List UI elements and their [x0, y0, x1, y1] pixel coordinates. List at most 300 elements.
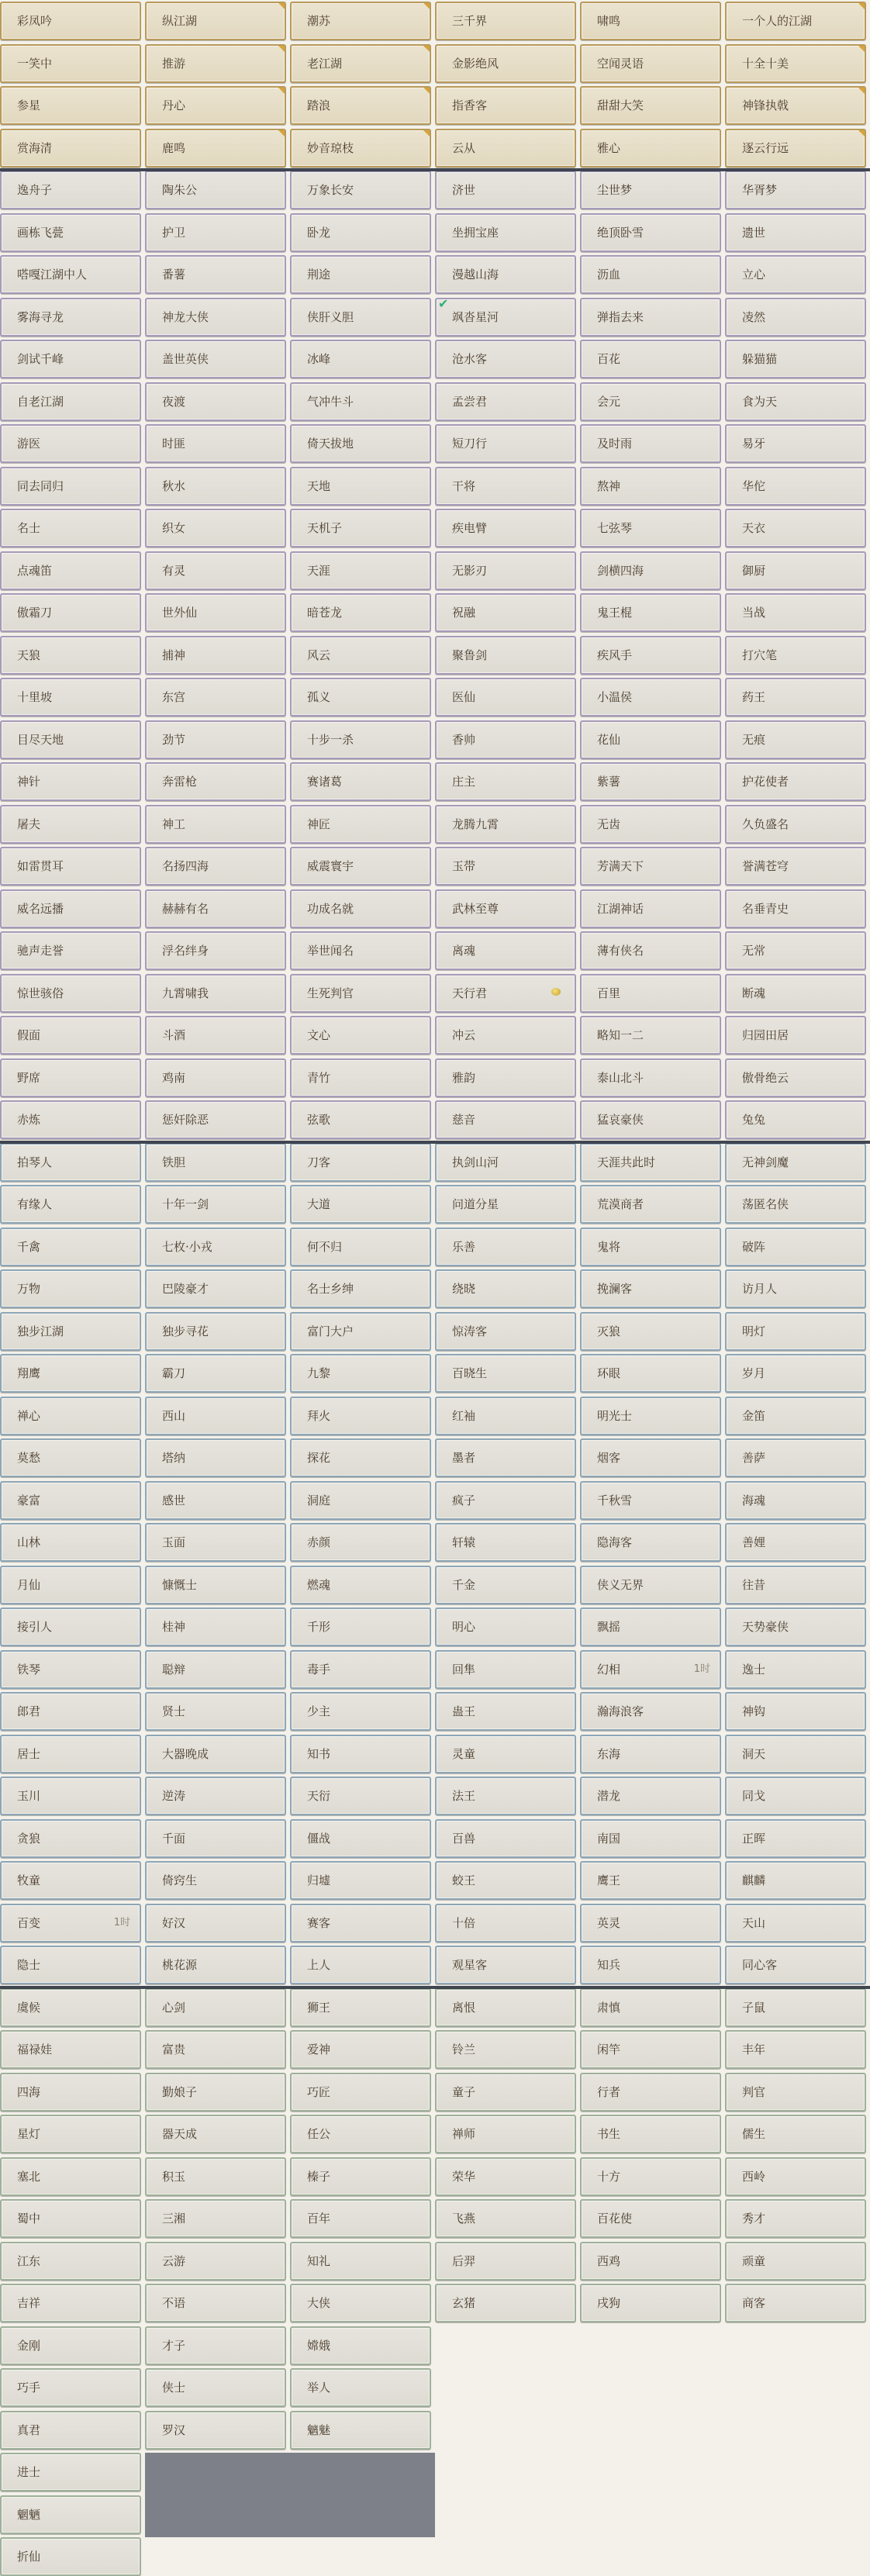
title-cell[interactable]	[435, 1566, 576, 1604]
title-cell[interactable]	[725, 720, 866, 759]
title-cell[interactable]	[435, 1397, 576, 1435]
title-cell[interactable]	[290, 1861, 431, 1900]
title-cell[interactable]	[435, 678, 576, 717]
title-cell[interactable]	[725, 1100, 866, 1139]
title-cell[interactable]	[435, 720, 576, 759]
title-cell[interactable]	[0, 1988, 141, 2027]
title-cell[interactable]	[725, 847, 866, 886]
title-cell[interactable]	[580, 762, 721, 801]
title-cell[interactable]	[0, 424, 141, 463]
title-cell[interactable]	[145, 678, 286, 717]
title-cell[interactable]	[290, 1016, 431, 1055]
title-cell[interactable]	[435, 1988, 576, 2027]
title-cell[interactable]	[435, 298, 576, 337]
title-cell[interactable]	[0, 2199, 141, 2238]
title-cell[interactable]	[580, 889, 721, 928]
title-cell[interactable]	[435, 2, 576, 40]
title-cell[interactable]	[435, 340, 576, 378]
title-cell[interactable]	[435, 2157, 576, 2196]
title-cell[interactable]	[435, 382, 576, 421]
title-cell[interactable]	[0, 2368, 141, 2407]
title-cell[interactable]	[290, 1058, 431, 1097]
title-cell[interactable]	[145, 467, 286, 506]
title-cell[interactable]	[580, 1269, 721, 1308]
title-cell[interactable]	[580, 720, 721, 759]
title-cell[interactable]	[725, 1354, 866, 1393]
title-cell[interactable]	[725, 1185, 866, 1224]
title-cell[interactable]	[725, 129, 866, 167]
title-cell[interactable]	[0, 678, 141, 717]
title-cell[interactable]	[580, 2199, 721, 2238]
title-cell[interactable]	[435, 1777, 576, 1815]
title-cell[interactable]	[580, 1692, 721, 1731]
title-cell[interactable]	[435, 1735, 576, 1773]
title-cell[interactable]	[145, 129, 286, 167]
title-cell[interactable]	[145, 1312, 286, 1351]
title-cell[interactable]	[145, 1946, 286, 1984]
title-cell[interactable]	[580, 171, 721, 209]
title-cell[interactable]	[725, 171, 866, 209]
title-cell[interactable]	[435, 1904, 576, 1942]
title-cell[interactable]	[290, 1438, 431, 1477]
title-cell[interactable]	[290, 2030, 431, 2069]
title-cell[interactable]	[725, 889, 866, 928]
title-cell[interactable]	[0, 720, 141, 759]
title-cell[interactable]	[290, 2368, 431, 2407]
title-cell[interactable]	[145, 762, 286, 801]
title-cell[interactable]	[725, 2030, 866, 2069]
title-cell[interactable]	[725, 2115, 866, 2153]
title-cell[interactable]	[290, 805, 431, 844]
title-cell[interactable]	[145, 298, 286, 337]
title-cell[interactable]	[0, 1143, 141, 1182]
title-cell[interactable]	[725, 340, 866, 378]
title-cell[interactable]	[580, 1566, 721, 1604]
title-cell[interactable]	[580, 636, 721, 675]
title-cell[interactable]	[145, 1904, 286, 1942]
title-cell[interactable]	[290, 2199, 431, 2238]
title-cell[interactable]	[580, 86, 721, 125]
title-cell[interactable]	[290, 2157, 431, 2196]
title-cell[interactable]	[435, 1354, 576, 1393]
title-cell[interactable]	[0, 129, 141, 167]
title-cell[interactable]	[580, 974, 721, 1013]
title-cell[interactable]	[0, 1607, 141, 1646]
title-cell[interactable]	[725, 974, 866, 1013]
title-cell[interactable]	[0, 2495, 141, 2534]
title-cell[interactable]	[290, 593, 431, 632]
title-cell[interactable]	[290, 2073, 431, 2112]
title-cell[interactable]	[290, 340, 431, 378]
title-cell[interactable]	[0, 974, 141, 1013]
title-cell[interactable]	[580, 805, 721, 844]
title-cell[interactable]	[580, 1607, 721, 1646]
title-cell[interactable]	[290, 1397, 431, 1435]
title-cell[interactable]	[290, 298, 431, 337]
title-cell[interactable]	[145, 2284, 286, 2322]
title-cell[interactable]	[145, 1143, 286, 1182]
title-cell[interactable]	[725, 1607, 866, 1646]
title-cell[interactable]	[725, 44, 866, 83]
title-cell[interactable]	[435, 1523, 576, 1562]
title-cell[interactable]	[290, 1692, 431, 1731]
title-cell[interactable]	[725, 509, 866, 547]
title-cell[interactable]	[0, 1185, 141, 1224]
title-cell[interactable]	[725, 1988, 866, 2027]
title-cell[interactable]	[0, 2157, 141, 2196]
title-cell[interactable]	[580, 1058, 721, 1097]
title-cell[interactable]	[435, 1185, 576, 1224]
title-cell[interactable]	[290, 467, 431, 506]
title-cell[interactable]	[435, 129, 576, 167]
title-cell[interactable]	[290, 2326, 431, 2365]
title-cell[interactable]	[580, 1946, 721, 1984]
title-cell[interactable]	[725, 298, 866, 337]
title-cell[interactable]	[435, 1100, 576, 1139]
title-cell[interactable]	[0, 298, 141, 337]
title-cell[interactable]	[725, 467, 866, 506]
title-cell[interactable]	[290, 762, 431, 801]
title-cell[interactable]	[435, 593, 576, 632]
title-cell[interactable]	[580, 1819, 721, 1858]
title-cell[interactable]	[145, 2073, 286, 2112]
title-cell[interactable]	[290, 847, 431, 886]
title-cell[interactable]	[0, 2, 141, 40]
title-cell[interactable]	[290, 931, 431, 970]
title-cell[interactable]	[0, 44, 141, 83]
title-cell[interactable]	[0, 1777, 141, 1815]
title-cell[interactable]	[725, 1777, 866, 1815]
title-cell[interactable]	[725, 593, 866, 632]
title-cell[interactable]	[435, 255, 576, 294]
title-cell[interactable]	[725, 424, 866, 463]
title-cell[interactable]	[580, 2030, 721, 2069]
title-cell[interactable]	[725, 2242, 866, 2281]
title-cell[interactable]	[290, 1312, 431, 1351]
title-cell[interactable]	[435, 2115, 576, 2153]
title-cell[interactable]	[580, 509, 721, 547]
title-cell[interactable]	[725, 2157, 866, 2196]
title-cell[interactable]	[0, 1312, 141, 1351]
title-cell[interactable]	[435, 1016, 576, 1055]
title-cell[interactable]	[435, 2284, 576, 2322]
title-cell[interactable]	[580, 2115, 721, 2153]
title-cell[interactable]	[0, 1735, 141, 1773]
title-cell[interactable]	[145, 974, 286, 1013]
title-cell[interactable]	[580, 1312, 721, 1351]
title-cell[interactable]	[725, 1481, 866, 1520]
title-cell[interactable]	[580, 1016, 721, 1055]
title-cell[interactable]	[290, 2115, 431, 2153]
title-cell[interactable]	[0, 762, 141, 801]
title-cell[interactable]	[725, 931, 866, 970]
title-cell[interactable]	[145, 2242, 286, 2281]
title-cell[interactable]	[435, 551, 576, 590]
title-cell[interactable]	[435, 1228, 576, 1266]
title-cell[interactable]	[725, 1904, 866, 1942]
title-cell[interactable]	[580, 2, 721, 40]
title-cell[interactable]	[145, 1692, 286, 1731]
title-cell[interactable]	[290, 1988, 431, 2027]
title-cell[interactable]	[290, 171, 431, 209]
title-cell[interactable]	[0, 2030, 141, 2069]
title-cell[interactable]	[0, 1692, 141, 1731]
title-cell[interactable]	[725, 678, 866, 717]
title-cell[interactable]	[580, 1228, 721, 1266]
title-cell[interactable]	[0, 1269, 141, 1308]
title-cell[interactable]	[145, 931, 286, 970]
title-cell[interactable]	[725, 1016, 866, 1055]
title-cell[interactable]	[145, 636, 286, 675]
title-cell[interactable]	[435, 213, 576, 252]
title-cell[interactable]	[290, 1100, 431, 1139]
title-cell[interactable]	[290, 720, 431, 759]
title-cell[interactable]	[0, 593, 141, 632]
title-cell[interactable]	[0, 1058, 141, 1097]
title-cell[interactable]	[290, 2284, 431, 2322]
title-cell[interactable]	[725, 1228, 866, 1266]
title-cell[interactable]	[725, 1819, 866, 1858]
title-cell[interactable]	[435, 1692, 576, 1731]
title-cell[interactable]	[725, 86, 866, 125]
title-cell[interactable]	[435, 1481, 576, 1520]
title-cell[interactable]	[580, 467, 721, 506]
title-cell[interactable]	[290, 889, 431, 928]
title-cell[interactable]	[145, 2411, 286, 2450]
title-cell[interactable]	[0, 2115, 141, 2153]
title-cell[interactable]	[0, 2411, 141, 2450]
title-cell[interactable]	[145, 1354, 286, 1393]
title-cell[interactable]	[290, 1185, 431, 1224]
title-cell[interactable]	[580, 1481, 721, 1520]
title-cell[interactable]	[145, 1016, 286, 1055]
title-cell[interactable]	[725, 551, 866, 590]
title-cell[interactable]	[0, 889, 141, 928]
title-cell[interactable]	[0, 1481, 141, 1520]
title-cell[interactable]	[580, 255, 721, 294]
title-cell[interactable]	[0, 1819, 141, 1858]
title-cell[interactable]	[725, 1438, 866, 1477]
title-cell[interactable]	[435, 44, 576, 83]
title-cell[interactable]	[725, 2073, 866, 2112]
title-cell[interactable]	[0, 805, 141, 844]
title-cell[interactable]	[435, 1650, 576, 1689]
title-cell[interactable]	[145, 1607, 286, 1646]
title-cell[interactable]	[0, 1904, 141, 1942]
title-cell[interactable]	[580, 2073, 721, 2112]
title-cell[interactable]	[435, 1819, 576, 1858]
title-cell[interactable]	[580, 213, 721, 252]
title-cell[interactable]	[290, 1650, 431, 1689]
title-cell[interactable]	[145, 1988, 286, 2027]
title-cell[interactable]	[580, 1185, 721, 1224]
title-cell[interactable]	[0, 467, 141, 506]
title-cell[interactable]	[435, 1312, 576, 1351]
title-cell[interactable]	[435, 467, 576, 506]
title-cell[interactable]	[580, 1650, 721, 1689]
title-cell[interactable]	[725, 1650, 866, 1689]
title-cell[interactable]	[290, 1523, 431, 1562]
title-cell[interactable]	[725, 1946, 866, 1984]
title-cell[interactable]	[290, 1819, 431, 1858]
title-cell[interactable]	[435, 2030, 576, 2069]
title-cell[interactable]	[290, 1143, 431, 1182]
title-cell[interactable]	[145, 44, 286, 83]
title-cell[interactable]	[145, 1228, 286, 1266]
title-cell[interactable]	[145, 720, 286, 759]
title-cell[interactable]	[725, 762, 866, 801]
title-cell[interactable]	[580, 44, 721, 83]
title-cell[interactable]	[145, 2326, 286, 2365]
title-cell[interactable]	[435, 1143, 576, 1182]
title-cell[interactable]	[0, 847, 141, 886]
title-cell[interactable]	[580, 1735, 721, 1773]
title-cell[interactable]	[145, 1777, 286, 1815]
title-cell[interactable]	[145, 1058, 286, 1097]
title-cell[interactable]	[145, 2368, 286, 2407]
title-cell[interactable]	[290, 1946, 431, 1984]
title-cell[interactable]	[435, 2073, 576, 2112]
title-cell[interactable]	[435, 1861, 576, 1900]
title-cell[interactable]	[0, 2326, 141, 2365]
title-cell[interactable]	[435, 931, 576, 970]
title-cell[interactable]	[580, 1861, 721, 1900]
title-cell[interactable]	[145, 1566, 286, 1604]
title-cell[interactable]	[0, 1523, 141, 1562]
title-cell[interactable]	[580, 678, 721, 717]
title-cell[interactable]	[145, 382, 286, 421]
title-cell[interactable]	[290, 424, 431, 463]
title-cell[interactable]	[725, 2, 866, 40]
title-cell[interactable]	[145, 2, 286, 40]
title-cell[interactable]	[290, 2242, 431, 2281]
title-cell[interactable]	[580, 129, 721, 167]
title-cell[interactable]	[580, 340, 721, 378]
title-cell[interactable]	[580, 1777, 721, 1815]
title-cell[interactable]	[725, 1692, 866, 1731]
title-cell[interactable]	[725, 1143, 866, 1182]
title-cell[interactable]	[145, 509, 286, 547]
title-cell[interactable]	[0, 1354, 141, 1393]
title-cell[interactable]	[0, 1100, 141, 1139]
title-cell[interactable]	[145, 551, 286, 590]
title-cell[interactable]	[0, 1946, 141, 1984]
title-cell[interactable]	[145, 1185, 286, 1224]
title-cell[interactable]	[145, 1397, 286, 1435]
title-cell[interactable]	[725, 1269, 866, 1308]
title-cell[interactable]	[0, 1861, 141, 1900]
title-cell[interactable]	[580, 1100, 721, 1139]
title-cell[interactable]	[290, 509, 431, 547]
title-cell[interactable]	[725, 636, 866, 675]
title-cell[interactable]	[145, 340, 286, 378]
title-cell[interactable]	[435, 1607, 576, 1646]
title-cell[interactable]	[435, 171, 576, 209]
title-cell[interactable]	[580, 2284, 721, 2322]
title-cell[interactable]	[145, 1481, 286, 1520]
title-cell[interactable]	[435, 2242, 576, 2281]
title-cell[interactable]	[435, 1269, 576, 1308]
title-cell[interactable]	[435, 1438, 576, 1477]
title-cell[interactable]	[145, 86, 286, 125]
title-cell[interactable]	[290, 1904, 431, 1942]
title-cell[interactable]	[145, 805, 286, 844]
title-cell[interactable]	[580, 1397, 721, 1435]
title-cell[interactable]	[725, 1058, 866, 1097]
title-cell[interactable]	[290, 2411, 431, 2450]
title-cell[interactable]	[290, 1354, 431, 1393]
title-cell[interactable]	[145, 2199, 286, 2238]
title-cell[interactable]	[0, 1397, 141, 1435]
title-cell[interactable]	[290, 2, 431, 40]
title-cell[interactable]	[435, 889, 576, 928]
title-cell[interactable]	[725, 1312, 866, 1351]
title-cell[interactable]	[290, 213, 431, 252]
title-cell[interactable]	[580, 2157, 721, 2196]
title-cell[interactable]	[435, 847, 576, 886]
title-cell[interactable]	[145, 1523, 286, 1562]
title-cell[interactable]	[435, 86, 576, 125]
title-cell[interactable]	[290, 1228, 431, 1266]
title-cell[interactable]	[145, 1438, 286, 1477]
title-cell[interactable]	[0, 213, 141, 252]
title-cell[interactable]	[580, 1523, 721, 1562]
title-cell[interactable]	[725, 2284, 866, 2322]
title-cell[interactable]	[290, 86, 431, 125]
title-cell[interactable]	[145, 2030, 286, 2069]
title-cell[interactable]	[0, 2242, 141, 2281]
title-cell[interactable]	[290, 636, 431, 675]
title-cell[interactable]	[435, 1946, 576, 1984]
title-cell[interactable]	[0, 1650, 141, 1689]
title-cell[interactable]	[145, 1819, 286, 1858]
title-cell[interactable]	[0, 86, 141, 125]
title-cell[interactable]	[580, 424, 721, 463]
title-cell[interactable]	[435, 974, 576, 1013]
title-cell[interactable]	[290, 129, 431, 167]
title-cell[interactable]	[0, 509, 141, 547]
title-cell[interactable]	[290, 678, 431, 717]
title-cell[interactable]	[145, 1735, 286, 1773]
title-cell[interactable]	[580, 1354, 721, 1393]
title-cell[interactable]	[290, 1269, 431, 1308]
title-cell[interactable]	[725, 255, 866, 294]
title-cell[interactable]	[580, 1988, 721, 2027]
title-cell[interactable]	[0, 255, 141, 294]
title-cell[interactable]	[0, 551, 141, 590]
title-cell[interactable]	[725, 1566, 866, 1604]
title-cell[interactable]	[435, 1058, 576, 1097]
title-cell[interactable]	[0, 2073, 141, 2112]
title-cell[interactable]	[290, 1735, 431, 1773]
title-cell[interactable]	[0, 636, 141, 675]
title-cell[interactable]	[290, 44, 431, 83]
title-cell[interactable]	[580, 1904, 721, 1942]
title-cell[interactable]	[290, 551, 431, 590]
title-cell[interactable]	[290, 974, 431, 1013]
title-cell[interactable]	[145, 171, 286, 209]
title-cell[interactable]	[145, 1650, 286, 1689]
title-cell[interactable]	[725, 1861, 866, 1900]
title-cell[interactable]	[435, 636, 576, 675]
title-cell[interactable]	[725, 2199, 866, 2238]
title-cell[interactable]	[0, 171, 141, 209]
title-cell[interactable]	[145, 889, 286, 928]
title-cell[interactable]	[725, 382, 866, 421]
title-cell[interactable]	[290, 1481, 431, 1520]
title-cell[interactable]	[145, 1861, 286, 1900]
title-cell[interactable]	[725, 805, 866, 844]
